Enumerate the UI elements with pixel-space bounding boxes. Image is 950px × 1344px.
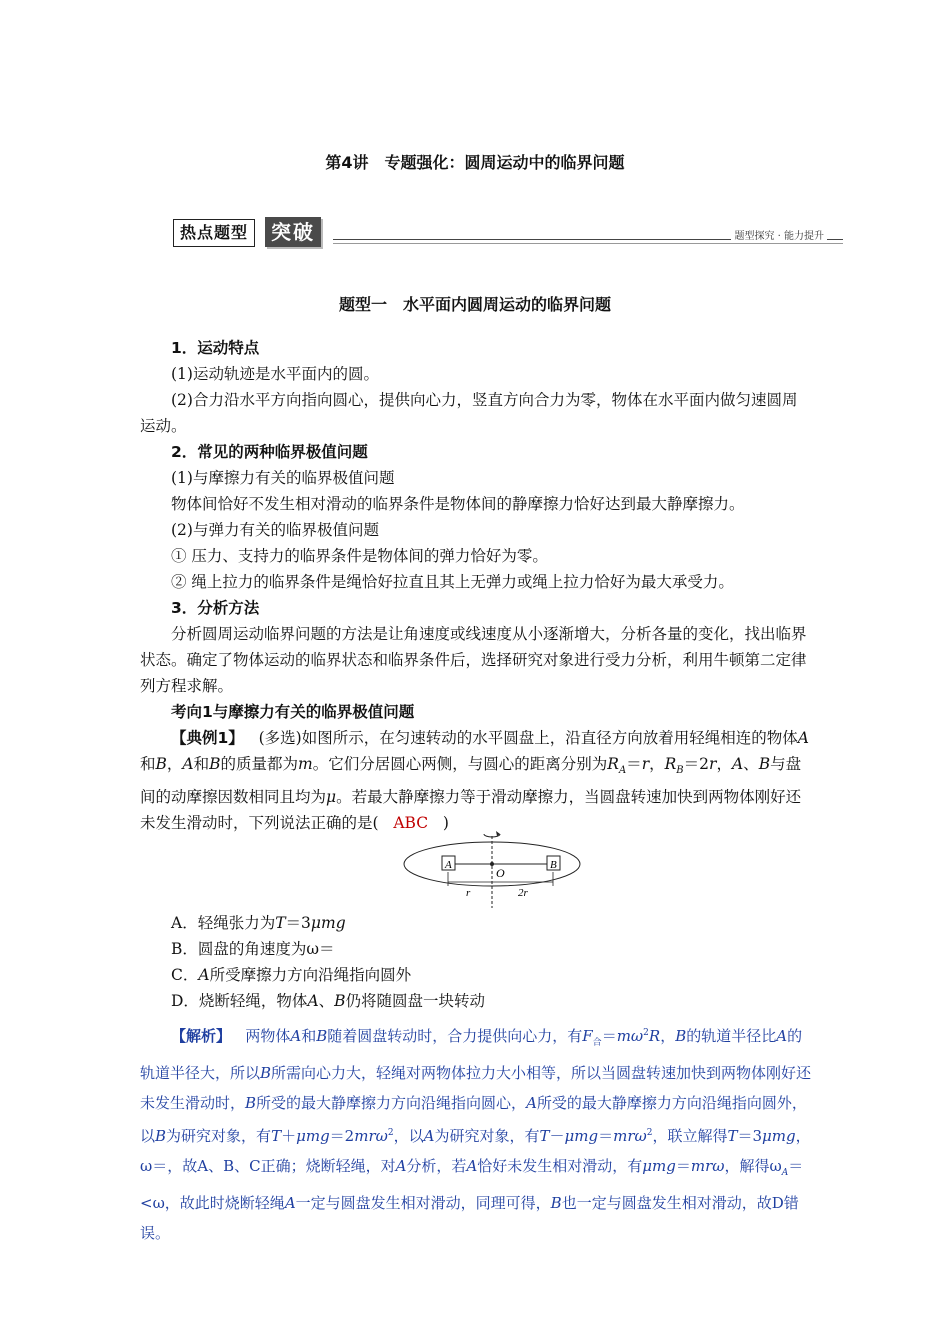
var-r: R (607, 755, 619, 773)
example-1 (140, 725, 812, 836)
var-a: A (395, 1157, 407, 1175)
option-text: 所受摩擦力方向沿绳指向圆外 (209, 966, 412, 984)
label-2r: 2r (518, 887, 528, 899)
banner-tagline: 题型探究 · 能力提升 (731, 227, 827, 242)
label-o: O (496, 866, 505, 880)
label-b: B (550, 859, 557, 871)
var-m: m (298, 755, 313, 773)
sol-text: 随着圆盘转动时，合力提供向心力，有 (327, 1027, 583, 1045)
banner-label-hot: 热点题型 (173, 219, 255, 247)
s1-head: 1．运动特点 (171, 339, 260, 357)
sol-text: 的轨道半径比 (686, 1027, 777, 1045)
option-d (140, 988, 812, 1014)
example-text: ， (716, 755, 732, 773)
option-a (140, 910, 812, 936)
var-sub: B (676, 765, 684, 777)
var-mrw: mrω (613, 1127, 647, 1145)
var-mg: μmg (762, 1127, 796, 1145)
var-b: B (550, 1194, 562, 1212)
s2-p4: ① 压力、支持力的临界条件是物体间的弹力恰好为零。 (171, 547, 548, 565)
sol-text: ＝ (598, 1127, 614, 1145)
s1-p1: (1)运动轨迹是水平面内的圆。 (171, 365, 379, 383)
var-mg: μmg (642, 1157, 676, 1175)
s2-p1: (1)与摩擦力有关的临界极值问题 (171, 469, 395, 487)
var-a: A (182, 755, 194, 773)
sol-text: ＝ (675, 1157, 691, 1175)
var-a: A (198, 966, 210, 984)
option-text: 、 (318, 992, 335, 1010)
var-mg: μmg (296, 1127, 330, 1145)
var-a: A (466, 1157, 478, 1175)
var-a: A (731, 755, 744, 773)
var-mu: μ (326, 788, 337, 807)
sol-text: 所受的最大静摩擦力方向沿绳指向圆外，以 (140, 1094, 807, 1145)
sol-text: ＝<ω，故此时烧断轻绳 (140, 1157, 804, 1212)
option-text: D．烧断轻绳，物体 (171, 992, 308, 1010)
sol-text: 也一定与圆盘发生相对滑动，故D错误。 (140, 1194, 799, 1242)
var-mg: μmg (564, 1127, 599, 1145)
sol-text: ，ω＝，故A、B、C正确；烧断轻绳，对 (140, 1127, 811, 1175)
example-text: ＝ (626, 755, 642, 773)
var-sub: A (781, 1168, 789, 1178)
example-label: 【典例1】 (171, 729, 244, 747)
var-mw: mω (616, 1027, 644, 1045)
example-text: ) (442, 814, 449, 833)
var-mg: μmg (310, 914, 346, 932)
sol-text: 分析，若 (406, 1157, 467, 1175)
var-b: B (758, 755, 771, 773)
var-r: r (709, 755, 717, 773)
example-multi: (多选) (258, 729, 302, 747)
var-t: T (275, 914, 286, 932)
example-text: 与盘间的动摩擦因数相同且均为 (140, 755, 802, 807)
var-sub: 合 (592, 1038, 602, 1048)
sol-text: 所需向心力大，轻绳对两物体拉力大小相等，所以当圆盘转速加快到两物体刚好还未发生滑动时， (140, 1064, 812, 1112)
sol-text: 一定与圆盘发生相对滑动，同理可得， (295, 1194, 551, 1212)
sol-text: ＝3 (737, 1127, 763, 1145)
sol-text: ，联立解得 (652, 1127, 728, 1145)
sol-text: ，解得ω (724, 1157, 782, 1175)
s2-p2: 物体间恰好不发生相对滑动的临界条件是物体间的静摩擦力恰好达到最大静摩擦力。 (171, 495, 745, 513)
var-t: T (271, 1127, 282, 1145)
answer: ABC (393, 814, 429, 833)
page-title: 第4讲 专题强化：圆周运动中的临界问题 (325, 153, 625, 172)
var-r: R (648, 1027, 661, 1045)
example-text: 的质量都为 (220, 755, 299, 773)
s2-p5: ② 绳上拉力的临界条件是绳恰好拉直且其上无弹力或绳上拉力恰好为最大承受力。 (171, 573, 734, 591)
var-sup: 2 (643, 1028, 649, 1038)
sol-text: ， (660, 1027, 676, 1045)
var-a: A (290, 1027, 302, 1045)
solution (140, 1018, 812, 1248)
s1-p2: (2)合力沿水平方向指向圆心，提供向心力，竖直方向合力为零，物体在水平面内做匀速圆周运动。 (140, 391, 798, 435)
var-b: B (155, 1127, 167, 1145)
var-r: R (664, 755, 677, 773)
sol-text: 所受的最大静摩擦力方向沿绳指向圆心， (256, 1094, 527, 1112)
label-r: r (466, 887, 471, 899)
banner-label-break: 突破 (265, 217, 321, 247)
option-text: A．轻绳张力为 (171, 914, 276, 932)
var-b: B (316, 1027, 328, 1045)
sol-text: ＋ (281, 1127, 297, 1145)
sol-text: 和 (301, 1027, 317, 1045)
var-a: A (307, 992, 319, 1010)
option-text: ＝3 (285, 914, 311, 932)
section-banner (173, 217, 843, 247)
option-c (140, 962, 812, 988)
var-f: F (582, 1027, 593, 1045)
example-text: 和 (193, 755, 210, 773)
example-text: 。若最大静摩擦力等于滑动摩擦力，当圆盘转速加快到两物体刚好还未发生滑动时，下列说法正确的是( (140, 788, 802, 833)
example-text: ， (649, 755, 665, 773)
var-b: B (260, 1064, 272, 1082)
example-text: 、 (743, 755, 759, 773)
var-sup: 2 (387, 1128, 394, 1138)
option-text: C． (171, 966, 199, 984)
sol-text: － (549, 1127, 565, 1145)
var-mrw: mrω (690, 1157, 725, 1175)
sol-text: 为研究对象，有 (434, 1127, 540, 1145)
sol-text: 恰好未发生相对滑动，有 (477, 1157, 643, 1175)
var-t: T (539, 1127, 550, 1145)
sol-text: 为研究对象，有 (166, 1127, 272, 1145)
banner-rule-thin (333, 243, 843, 244)
disk-figure (400, 828, 585, 908)
var-b: B (675, 1027, 687, 1045)
label-a: A (445, 859, 452, 871)
var-sup: 2 (646, 1128, 653, 1138)
example-text: ＝2 (683, 755, 710, 773)
sol-text: ，以 (393, 1127, 424, 1145)
solution-label: 【解析】 (171, 1027, 232, 1045)
s3-p1: 分析圆周运动临界问题的方法是让角速度或线速度从小逐渐增大，分析各量的变化，找出临界状态。确定了物体运动的临界状态和临界条件后，选择研究对象进行受力分析，利用牛顿第二定律列方程求解。 (140, 625, 807, 695)
var-r: r (641, 755, 650, 773)
center-point (490, 862, 494, 866)
option-b: B．圆盘的角速度为ω＝ (171, 940, 335, 958)
section-subtitle: 题型一 水平面内圆周运动的临界问题 (338, 295, 611, 314)
s3-head: 3．分析方法 (171, 599, 260, 617)
var-a: A (776, 1027, 788, 1045)
example-text: 。它们分居圆心两侧，与圆心的距离分别为 (312, 755, 608, 773)
var-mrw: mrω (354, 1127, 388, 1145)
var-a: A (526, 1094, 537, 1112)
example-text: 和 (140, 755, 156, 773)
sol-text: 两物体 (245, 1027, 291, 1045)
var-b: B (334, 992, 346, 1010)
option-text: 仍将随圆盘一块转动 (345, 992, 486, 1010)
var-a: A (284, 1194, 296, 1212)
var-a: A (423, 1127, 435, 1145)
s2-head: 2．常见的两种临界极值问题 (171, 443, 368, 461)
var-t: T (727, 1127, 738, 1145)
k1-head: 考向1与摩擦力有关的临界极值问题 (171, 703, 415, 721)
var-a: A (797, 729, 809, 747)
var-b: B (209, 755, 221, 773)
disk-diagram (400, 828, 585, 908)
var-b: B (245, 1094, 257, 1112)
sol-text: ＝2 (329, 1127, 355, 1145)
example-text: ， (166, 755, 183, 773)
example-text: 如图所示，在匀速转动的水平圆盘上，沿直径方向放着用轻绳相连的物体 (301, 729, 798, 747)
var-sub: A (618, 765, 627, 777)
s2-p3: (2)与弹力有关的临界极值问题 (171, 521, 379, 539)
sol-text: ＝ (601, 1027, 617, 1045)
var-b: B (155, 755, 167, 773)
sol-text: 的轨道半径大，所以 (140, 1027, 803, 1082)
